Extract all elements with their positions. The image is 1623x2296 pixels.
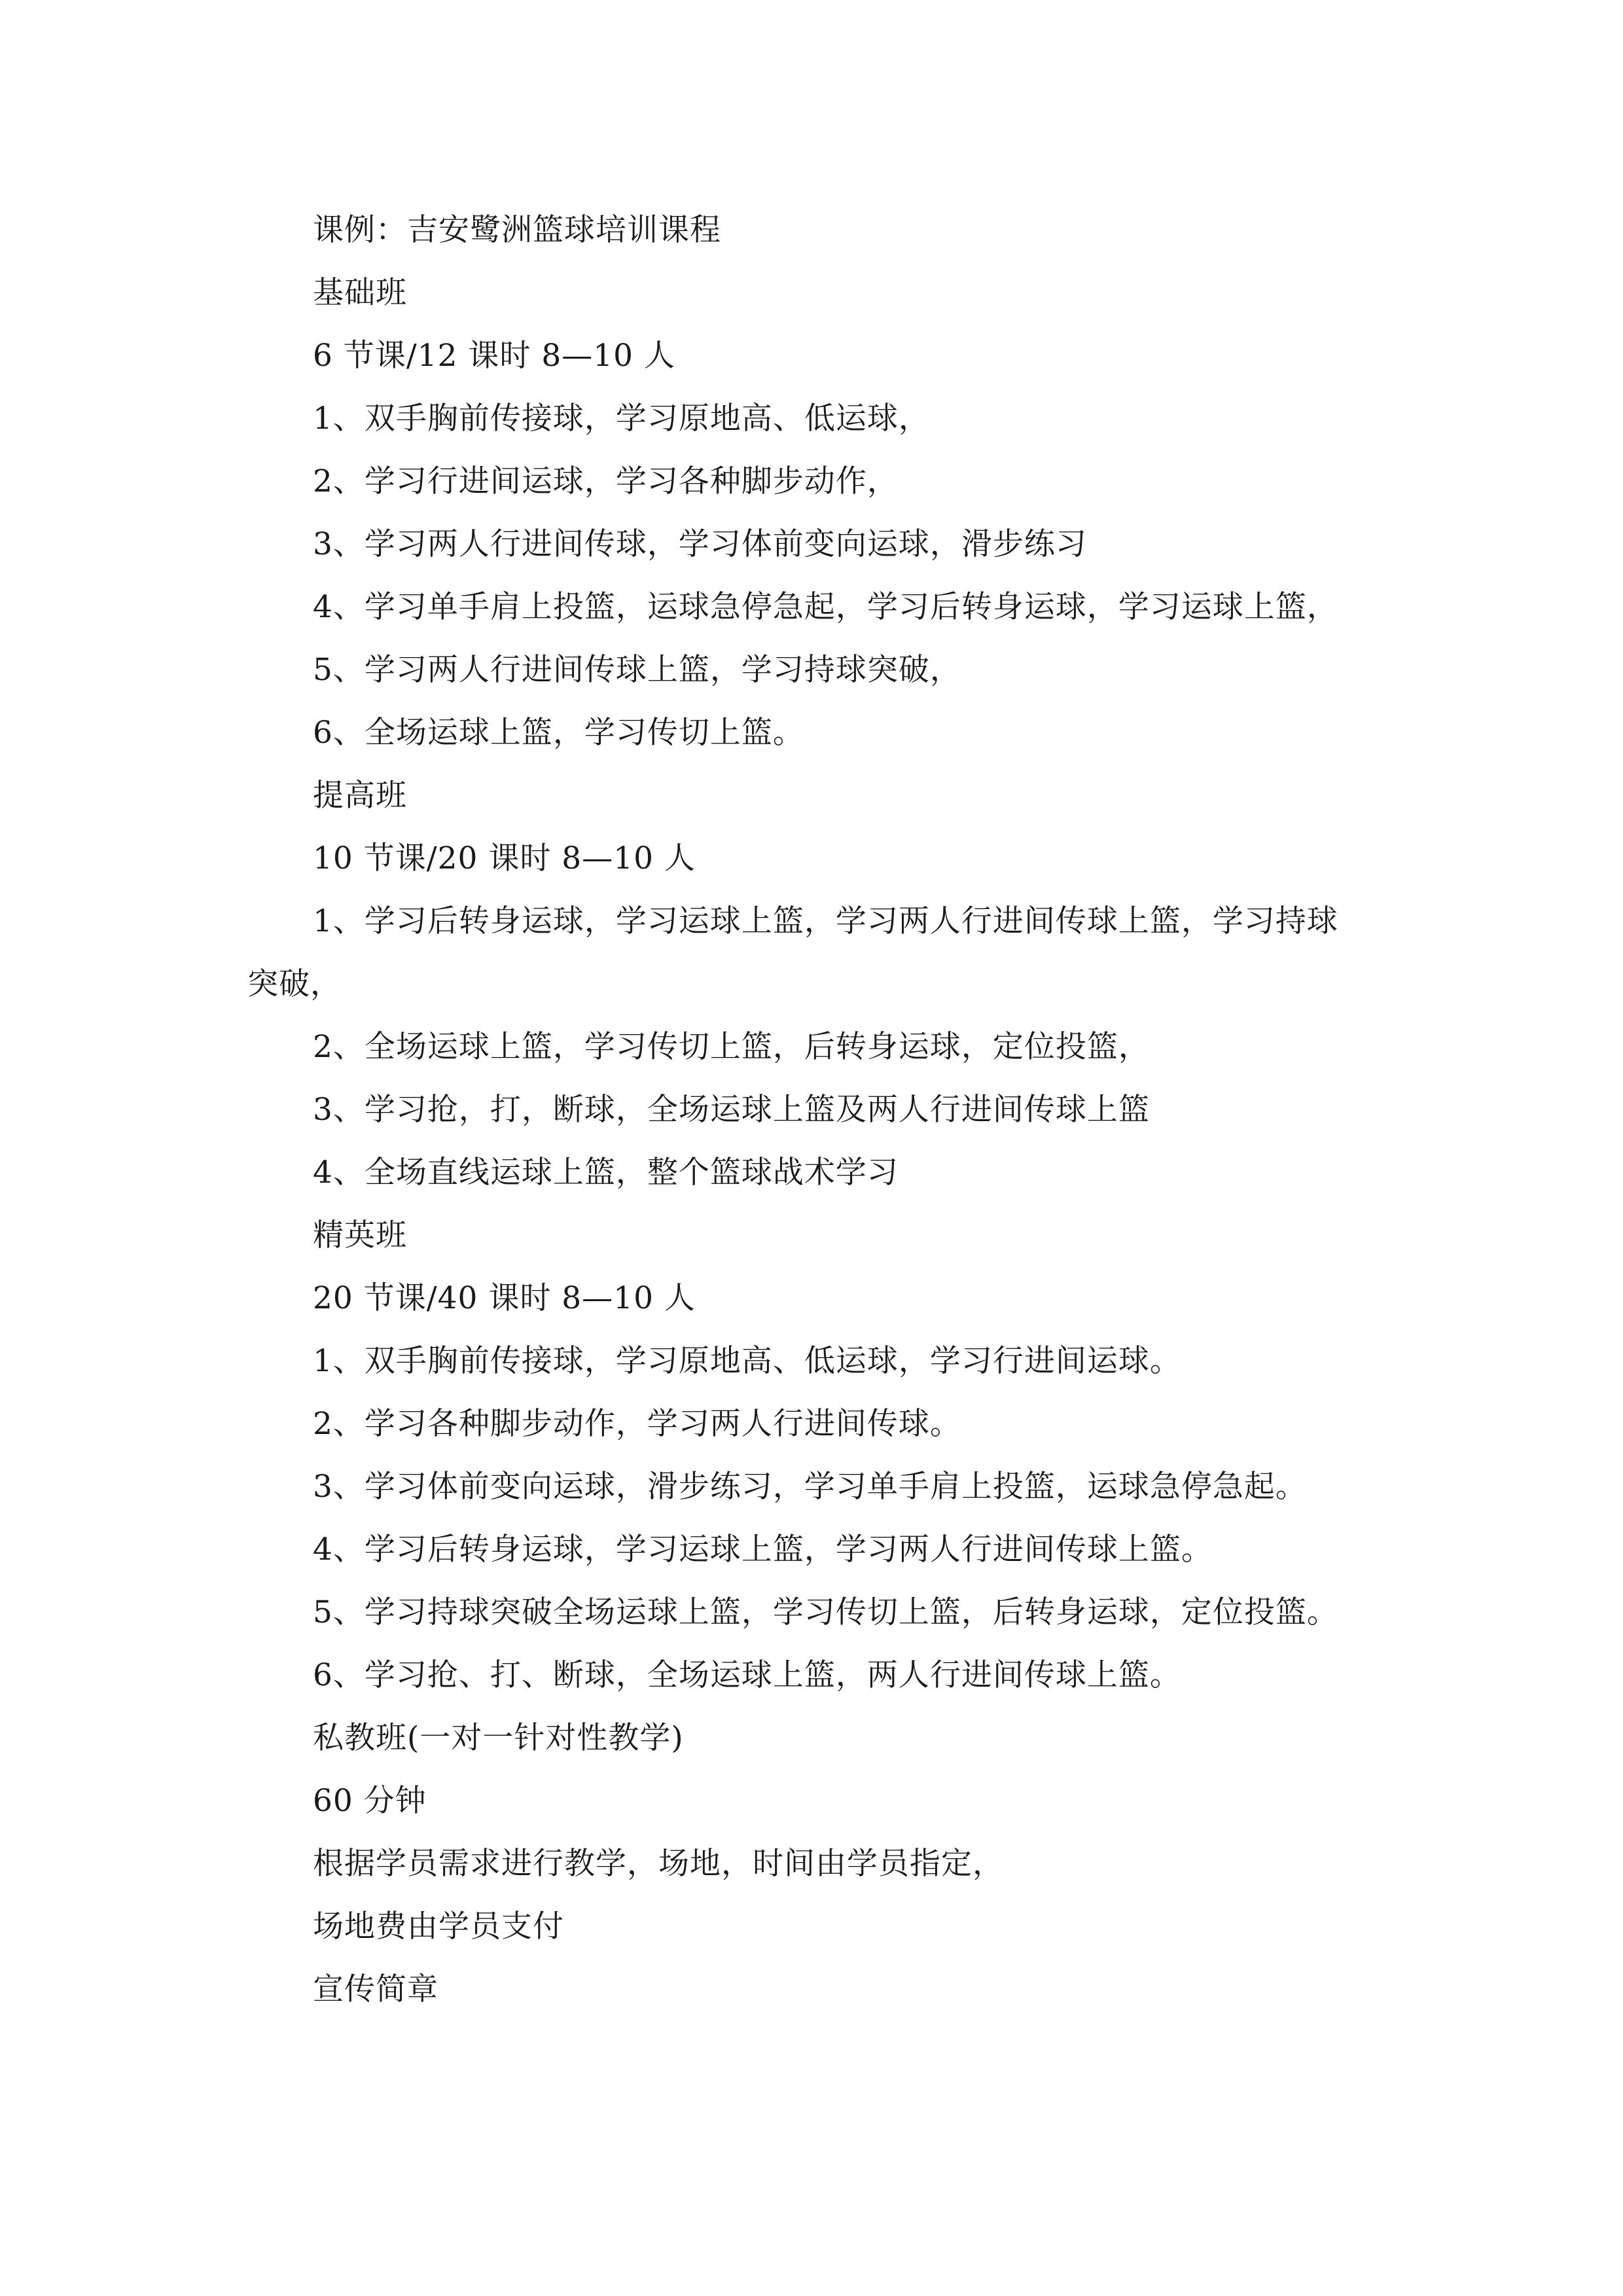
basic-class-item: 2、学习行进间运球，学习各种脚步动作， (313, 463, 899, 499)
private-class-note: 根据学员需求进行教学，场地，时间由学员指定， (313, 1846, 1004, 1882)
basic-class-item: 5、学习两人行进间传球上篮，学习持球突破， (313, 652, 961, 688)
advanced-class-item-1-line-2: 突破， (247, 966, 342, 1002)
advanced-class-item: 3、学习抢，打，断球，全场运球上篮及两人行进间传球上篮 (313, 1092, 1150, 1128)
basic-class-heading: 基础班 (313, 275, 407, 311)
basic-class-item: 1、双手胸前传接球，学习原地高、低运球， (313, 401, 930, 437)
basic-class-item: 3、学习两人行进间传球，学习体前变向运球，滑步练习 (313, 526, 1087, 562)
elite-class-item: 1、双手胸前传接球，学习原地高、低运球，学习行进间运球。 (313, 1343, 1181, 1379)
advanced-class-info: 10 节课/20 课时 8—10 人 (313, 840, 696, 876)
elite-class-item: 5、学习持球突破全场运球上篮，学习传切上篮，后转身运球，定位投篮。 (313, 1594, 1338, 1630)
elite-class-item: 3、学习体前变向运球，滑步练习，学习单手肩上投篮，运球急停急起。 (313, 1469, 1307, 1505)
basic-class-item: 4、学习单手肩上投篮，运球急停急起，学习后转身运球，学习运球上篮， (313, 589, 1338, 625)
elite-class-heading: 精英班 (313, 1217, 407, 1253)
private-class-note: 场地费由学员支付 (313, 1909, 564, 1945)
private-class-heading: 私教班(一对一针对性教学) (313, 1720, 684, 1756)
document-title: 课例：吉安鹭洲篮球培训课程 (313, 212, 721, 248)
advanced-class-heading: 提高班 (313, 778, 407, 814)
elite-class-item: 6、学习抢、打、断球，全场运球上篮，两人行进间传球上篮。 (313, 1657, 1181, 1693)
elite-class-info: 20 节课/40 课时 8—10 人 (313, 1280, 696, 1316)
advanced-class-item: 2、全场运球上篮，学习传切上篮，后转身运球，定位投篮， (313, 1029, 1150, 1065)
advanced-class-item-1-line-1: 1、学习后转身运球，学习运球上篮，学习两人行进间传球上篮，学习持球 (313, 903, 1338, 939)
elite-class-item: 4、学习后转身运球，学习运球上篮，学习两人行进间传球上篮。 (313, 1532, 1213, 1568)
basic-class-item: 6、全场运球上篮，学习传切上篮。 (313, 715, 804, 751)
brochure-heading: 宣传简章 (313, 1971, 438, 2007)
advanced-class-item: 4、全场直线运球上篮，整个篮球战术学习 (313, 1155, 899, 1191)
basic-class-info: 6 节课/12 课时 8—10 人 (313, 338, 676, 374)
private-class-duration: 60 分钟 (313, 1783, 427, 1819)
elite-class-item: 2、学习各种脚步动作，学习两人行进间传球。 (313, 1406, 961, 1442)
